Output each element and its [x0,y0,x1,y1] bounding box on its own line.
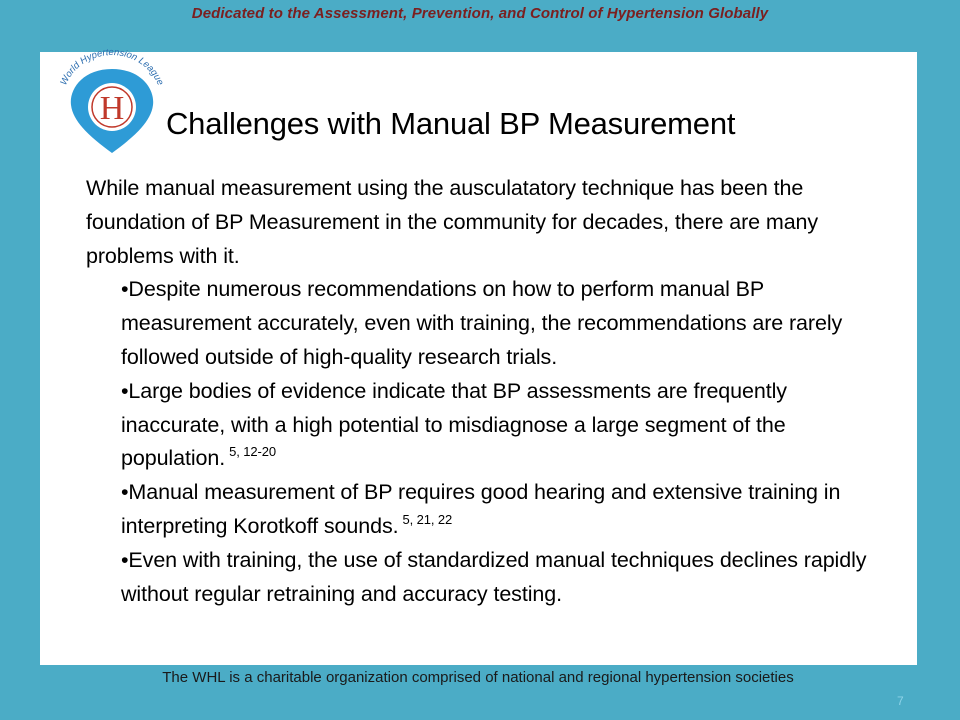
slide-title: Challenges with Manual BP Measurement [166,106,736,141]
bullet-text: •Manual measurement of BP requires good hearing and extensive training in interpreting Korotkoff sounds. [121,480,841,538]
bullet-item [121,273,896,374]
footer-text: The WHL is a charitable organization comprised of national and regional hypertension societies [162,669,794,686]
bullet-list [86,273,896,611]
citation-refs: 5, 12-20 [229,444,277,460]
header-tagline: Dedicated to the Assessment, Prevention, and Control of Hypertension Globally [191,5,769,22]
slide-body [86,172,896,611]
bullet-text: •Despite numerous recommendations on how to perform manual BP measurement accurately, even with training, the recommendations are rarely followed outside of high-quality research trials. [121,277,843,369]
whl-logo [53,47,171,159]
page-number: 7 [897,694,904,708]
logo-letter: H [99,90,125,127]
citation-refs: 5, 21, 22 [402,511,453,527]
bullet-text: •Even with training, the use of standardized manual techniques declines rapidly without regular retraining and accuracy testing. [121,547,867,606]
logo-arc-text: World Hypertension League [58,47,166,88]
bullet-item [121,375,896,476]
intro-paragraph: While manual measurement using the ausculatatory technique has been the foundation of BP Measurement in the community for decades, there are many problems with it. [86,176,819,268]
bullet-text: •Large bodies of evidence indicate that BP assessments are frequently inaccurate, with a high potential to misdiagnose a large segment of the population. [121,378,787,471]
bullet-item [121,544,896,612]
bullet-item [121,476,896,544]
